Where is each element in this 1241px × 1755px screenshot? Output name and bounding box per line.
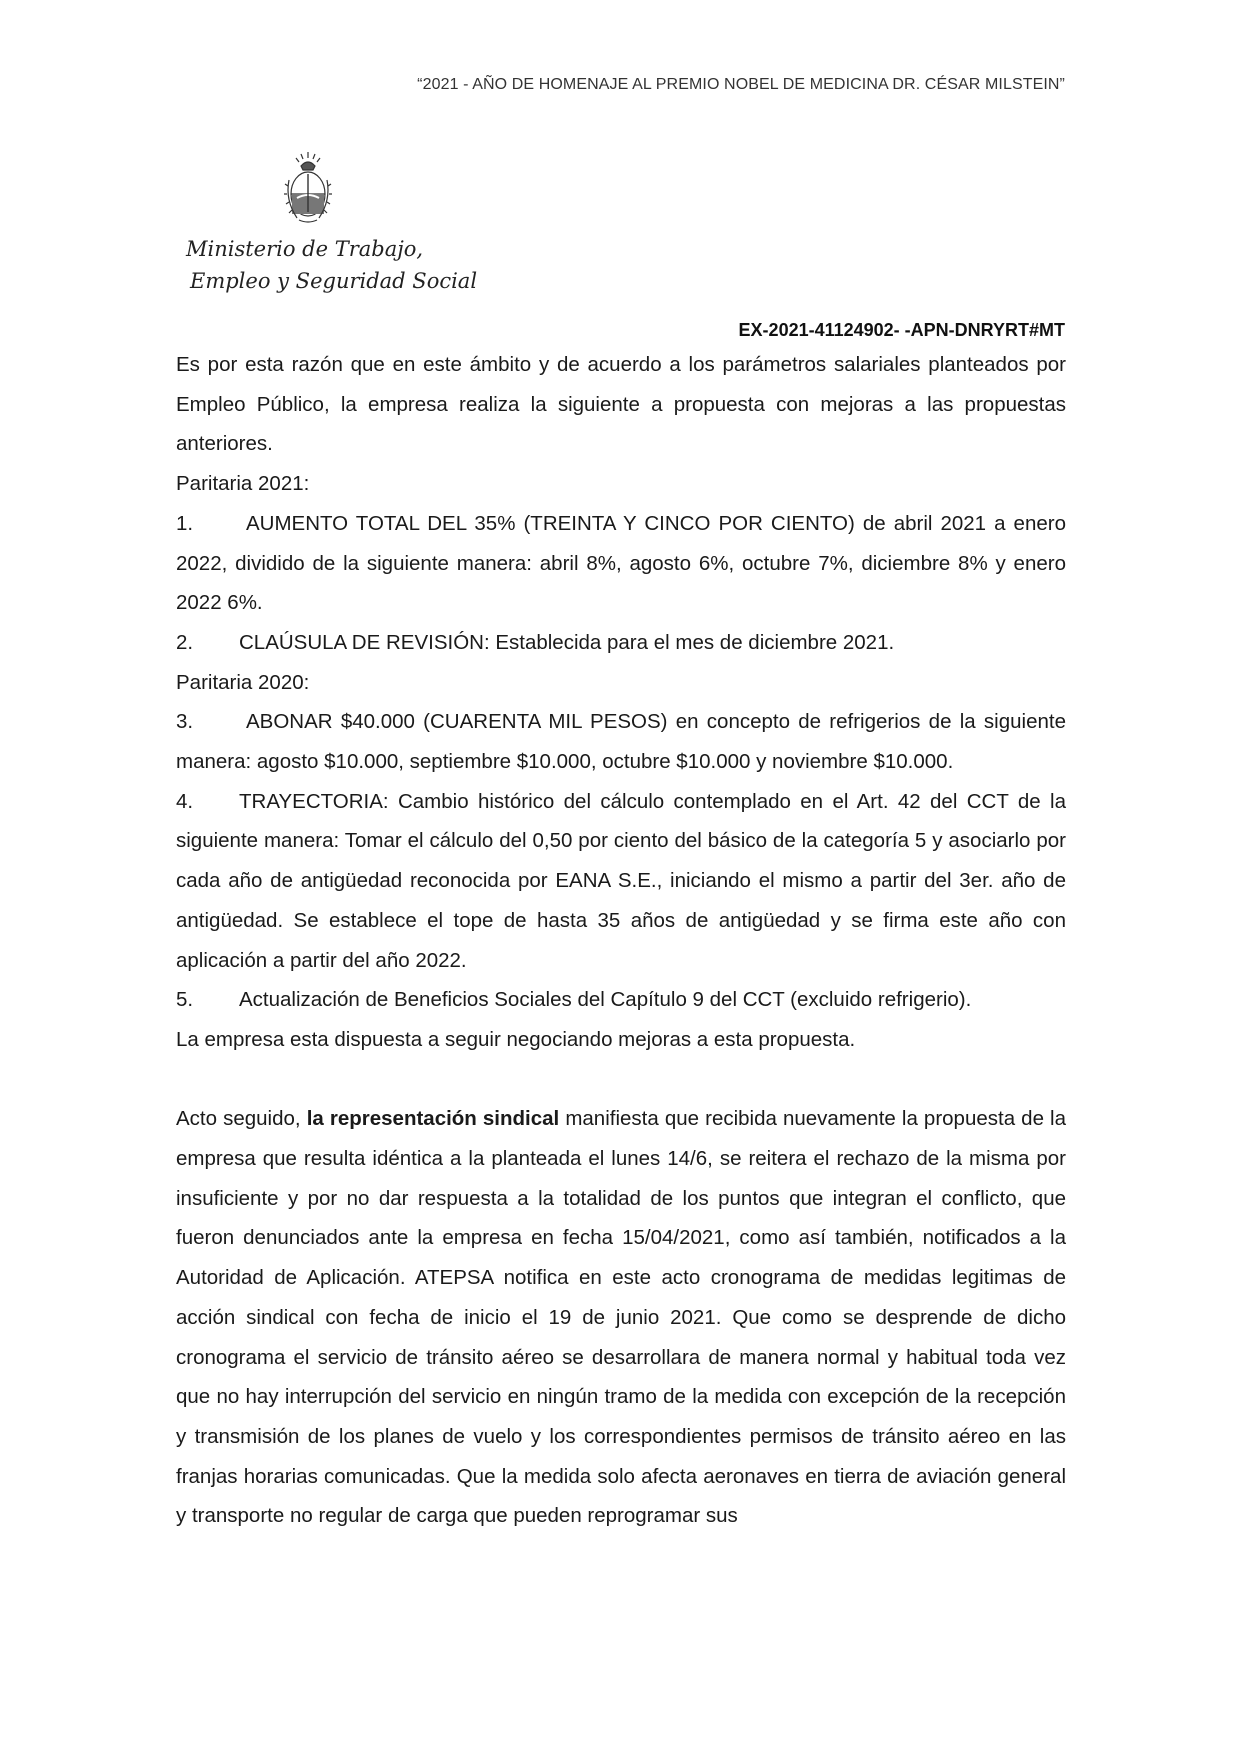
list-item-5 bbox=[176, 980, 1066, 1020]
list-item-3 bbox=[176, 702, 1066, 781]
list-item-1 bbox=[176, 504, 1066, 623]
paritaria-2021-heading: Paritaria 2021: bbox=[176, 472, 310, 496]
union-lead-text: Acto seguido, bbox=[176, 1107, 307, 1131]
document-body bbox=[176, 345, 1066, 1536]
union-paragraph bbox=[176, 1099, 1066, 1536]
union-body-text: manifiesta que recibida nuevamente la propuesta de la empresa que resulta idéntica a la planteada el lunes 14/6, se reitera el rechazo de la misma por insuficiente y por no dar respuesta a la totalidad de los puntos que integran el conflicto, que fueron denunciados ante la empresa en fecha 15/04/2021, como así también, notificados a la Autoridad de Aplicación. ATEPSA notifica en este acto cronograma de medidas legitimas de acción sindical con fecha de inicio el 19 de junio 2021. Que como se desprende de dicho cronograma el servicio de tránsito aéreo se desarrollara de manera normal y habitual toda vez que no hay interrupción del servicio en ningún tramo de la medida con excepción de la recepción y transmisión de los planes de vuelo y los correspondientes permisos de tránsito aéreo en las franjas horarias comunicadas. Que la medida solo afecta aeronaves en tierra de aviación general y transporte no regular de carga que pueden reprogramar sus bbox=[176, 1107, 1067, 1528]
union-representation-bold: la representación sindical bbox=[306, 1107, 560, 1131]
paritaria-2020-heading: Paritaria 2020: bbox=[176, 670, 310, 694]
list-item-text: TRAYECTORIA: Cambio histórico del cálculo contemplado en el Art. 42 del CCT de la siguiente manera: Tomar el cálculo del 0,50 por ciento del básico de la categoría 5 y asociarlo por cada año de antigüedad reconocida por EANA S.E., iniciando el mismo a partir del 3er. año de antigüedad. Se establece el tope de hasta 35 años de antigüedad y se firma este año con aplicación a partir del año 2022. bbox=[176, 789, 1066, 972]
list-item-number: 1. bbox=[176, 511, 194, 535]
list-item-number: 3. bbox=[176, 710, 194, 734]
list-item-number: 2. bbox=[176, 630, 194, 654]
expediente-number: EX-2021-41124902- -APN-DNRYRT#MT bbox=[738, 320, 1065, 340]
list-item-number: 4. bbox=[176, 789, 194, 813]
list-item-2 bbox=[176, 623, 1066, 663]
list-item-text: CLAÚSULA DE REVISIÓN: Establecida para el mes de diciembre 2021. bbox=[239, 630, 895, 654]
list-item-text: ABONAR $40.000 (CUARENTA MIL PESOS) en concepto de refrigerios de la siguiente manera: agosto $10.000, septiembre $10.000, octubre $10.000 y noviembre $10.000. bbox=[176, 710, 1066, 774]
paragraph-spacer bbox=[176, 1060, 1066, 1100]
list-item-number: 5. bbox=[176, 988, 194, 1012]
intro-paragraph: Es por esta razón que en este ámbito y de acuerdo a los parámetros salariales planteados por Empleo Público, la empresa realiza la siguiente a propuesta con mejoras a las propuestas anteriores. bbox=[176, 353, 1066, 456]
year-motto: “2021 - AÑO DE HOMENAJE AL PREMIO NOBEL DE MEDICINA DR. CÉSAR MILSTEIN” bbox=[417, 76, 1065, 93]
ministry-line-2: Empleo y Seguridad Social bbox=[190, 269, 478, 293]
argentina-coat-of-arms-icon bbox=[283, 150, 333, 226]
list-item-4 bbox=[176, 782, 1066, 981]
ministry-logo-text bbox=[186, 233, 477, 297]
closing-paragraph: La empresa esta dispuesta a seguir negociando mejoras a esta propuesta. bbox=[176, 1027, 856, 1051]
ministry-line-1: Ministerio de Trabajo, bbox=[186, 237, 424, 261]
list-item-text: AUMENTO TOTAL DEL 35% (TREINTA Y CINCO POR CIENTO) de abril 2021 a enero 2022, dividido de la siguiente manera: abril 8%, agosto 6%, octubre 7%, diciembre 8% y enero 2022 6%. bbox=[176, 511, 1066, 615]
list-item-text: Actualización de Beneficios Sociales del Capítulo 9 del CCT (excluido refrigerio). bbox=[239, 988, 972, 1012]
